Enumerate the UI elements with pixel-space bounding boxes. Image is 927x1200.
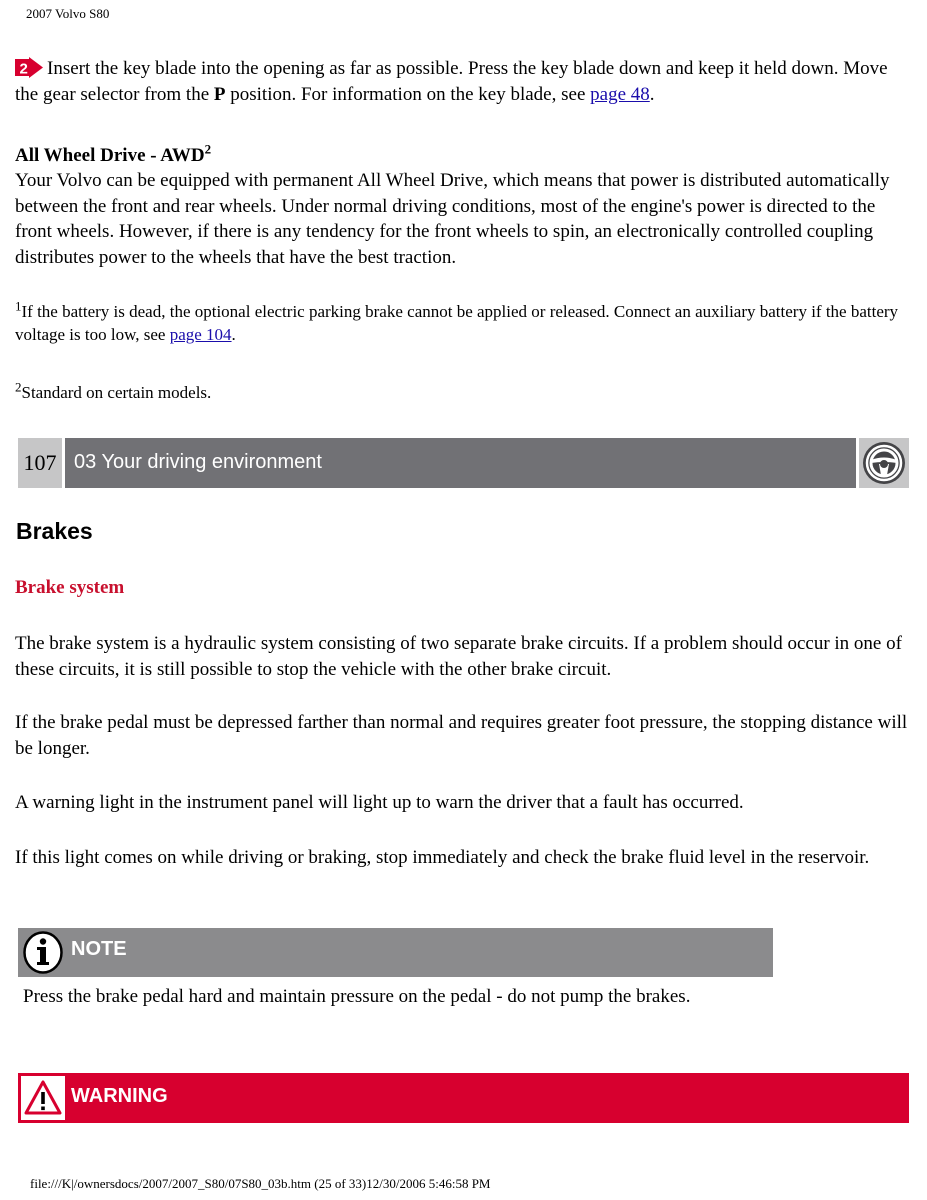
footnote-2	[15, 381, 910, 404]
footnote-1-marker: 1	[15, 298, 22, 314]
footnote-1-text: If the battery is dead, the optional electric parking brake cannot be applied or released. Connect an auxiliary battery if the battery voltage is too low, see	[15, 302, 899, 344]
step-2-text-continued: position. For information on the key blade, see	[225, 83, 591, 105]
note-label: NOTE	[71, 938, 127, 960]
step-2-period: .	[649, 83, 655, 105]
document-header: 2007 Volvo S80	[26, 6, 110, 21]
info-icon	[23, 931, 63, 974]
warning-label: WARNING	[71, 1085, 168, 1107]
brakes-paragraph-3: A warning light in the instrument panel will light up to warn the driver that a fault has occurred.	[15, 792, 744, 813]
awd-body: Your Volvo can be equipped with permanent All Wheel Drive, which means that power is distributed automatically between the front and rear wheels. Under normal driving conditions, most of the engine's power is directed to the front wheels. However, if there is any tendency for the front wheels to spin, an electronically controlled coupling distributes power to the wheels that have the best traction.	[15, 170, 890, 268]
step-2-text: Insert the key blade into the opening as far as possible. Press the key blade down and keep it held down. Move the gear selector from the	[15, 58, 888, 105]
warning-bar	[18, 1073, 909, 1123]
step-2-paragraph	[15, 56, 910, 107]
svg-text:2: 2	[19, 60, 28, 78]
footnote-1-period: .	[231, 325, 236, 344]
brake-system-subheading: Brake system	[15, 577, 125, 598]
brakes-paragraph-2: If the brake pedal must be depressed farther than normal and requires greater foot pressure, the stopping distance will be longer.	[15, 712, 908, 759]
awd-heading	[15, 143, 910, 169]
awd-heading-text: All Wheel Drive - AWD	[15, 145, 205, 166]
footnote-1	[15, 300, 910, 346]
section-bar	[18, 438, 909, 488]
awd-footnote-marker: 2	[204, 141, 212, 157]
chapter-title: 03 Your driving environment	[65, 438, 856, 488]
page-48-link[interactable]: page 48	[590, 83, 650, 105]
note-text: Press the brake pedal hard and maintain pressure on the pedal - do not pump the brakes.	[23, 986, 691, 1007]
page-number: 107	[18, 438, 62, 488]
page-104-link[interactable]: page 104	[169, 325, 232, 344]
warning-triangle-icon	[21, 1076, 65, 1120]
brakes-paragraph-4: If this light comes on while driving or braking, stop immediately and check the brake fluid level in the reservoir.	[15, 847, 870, 868]
document-footer: file:///K|/ownersdocs/2007/2007_S80/07S80_03b.htm (25 of 33)12/30/2006 5:46:58 PM	[30, 1176, 491, 1191]
brakes-paragraph-1: The brake system is a hydraulic system consisting of two separate brake circuits. If a problem should occur in one of these circuits, it is still possible to stop the vehicle with the other brake circuit.	[15, 633, 902, 680]
footnote-2-marker: 2	[15, 379, 22, 395]
note-bar	[18, 928, 773, 977]
steering-wheel-icon	[859, 438, 909, 488]
gear-position-p: P	[213, 83, 226, 105]
footnote-2-text: Standard on certain models.	[21, 383, 212, 402]
step-2-arrow-icon	[15, 57, 43, 78]
brakes-heading: Brakes	[16, 518, 93, 544]
